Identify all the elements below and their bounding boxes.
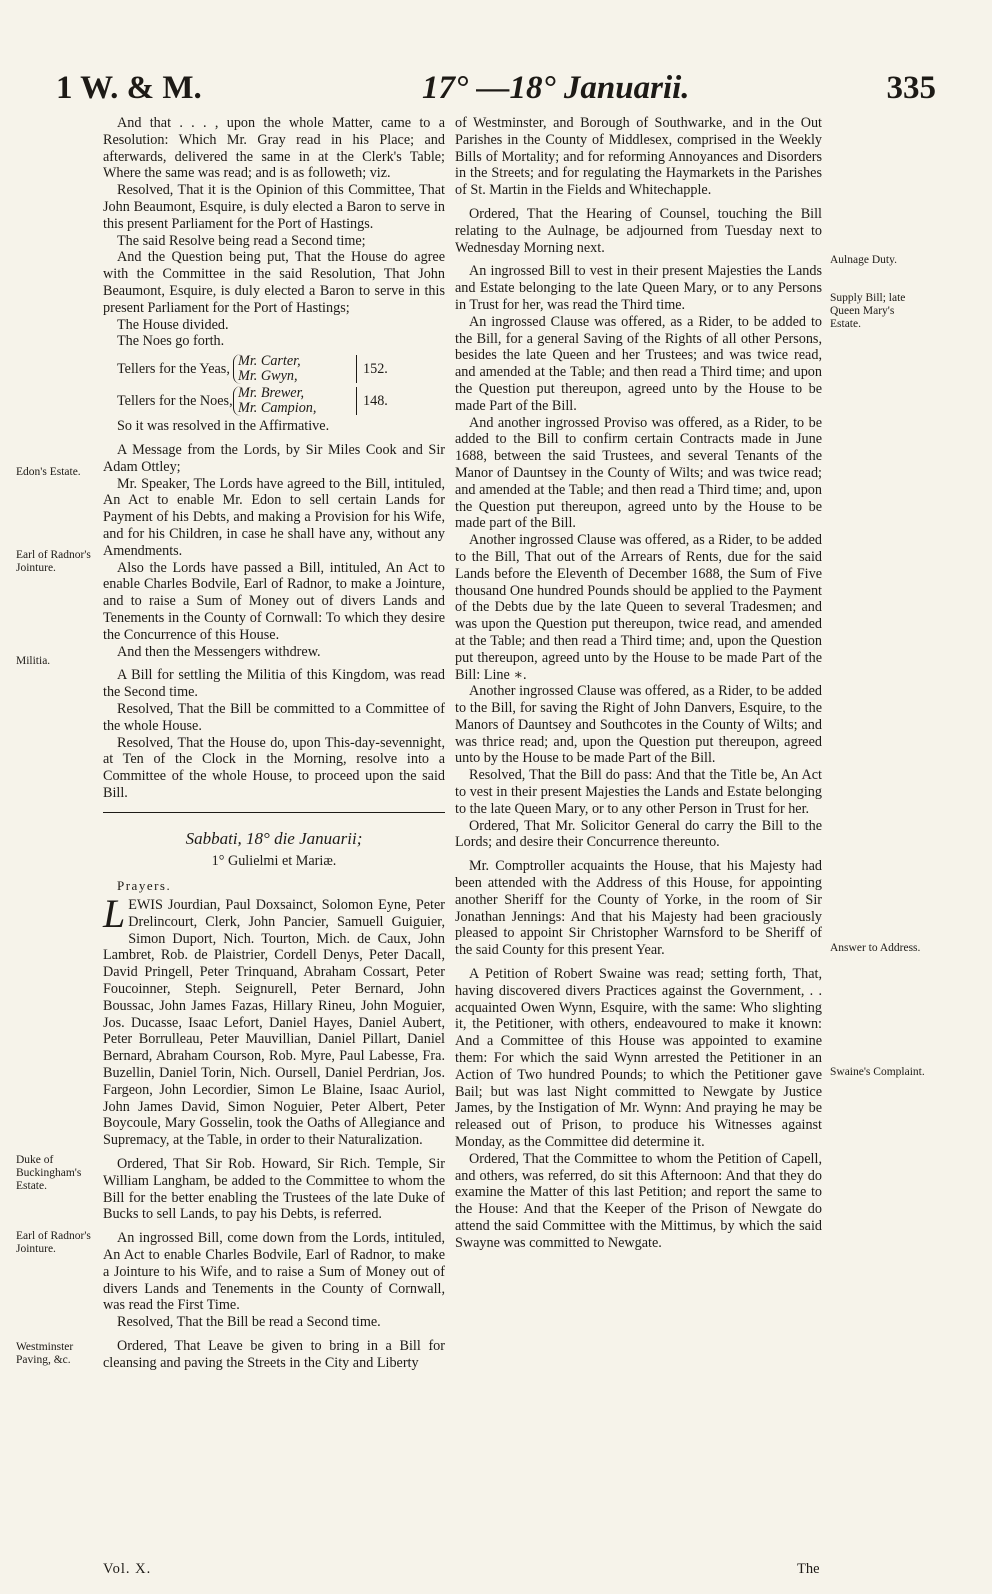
paragraph: An ingrossed Bill to vest in their present Majesties the Lands and Estate belonging to the late Queen Mary, or to any Persons in Trust for her, was read the Third time.	[455, 263, 822, 313]
paragraph: Another ingrossed Clause was offered, as a Rider, to be added to the Bill, That out of the Arrears of Rents, due for the said Lands before the Eleventh of December 1688, the Sum of Five thousand One hundred Pounds should be applied to the Payment of the Debts due by the late Queen to several Tradesmen; and was upon the Question put thereupon, twice read, and amended at the Table; and then read a Third time; and, upon the Question put thereupon, agreed unto by the House to be made Part of the Bill: Line ∗.	[455, 532, 822, 683]
day-heading: Sabbati, 18° die Januarii;	[185, 828, 363, 848]
paragraph: Ordered, That Mr. Solicitor General do carry the Bill to the Lords; and desire their Concurrence thereunto.	[455, 817, 822, 851]
tellers-noes-label: Tellers for the Noes,	[117, 392, 233, 409]
paragraph: Ordered, That Leave be given to bring in a Bill for cleansing and paving the Streets in the City and Liberty	[103, 1338, 445, 1371]
paragraph: Ordered, That Sir Rob. Howard, Sir Rich. Temple, Sir William Langham, be added to the Committee to whom the Bill for the better enabling the Trustees of the late Duke of Bucks to sell Lands, to pay his Debts, is referred.	[103, 1156, 445, 1223]
paragraph: Also the Lords have passed a Bill, intituled, An Act to enable Charles Bodvile, Earl of Radnor, to make a Jointure, and to raise a Sum of Money out of divers Lands and Tenements in the County of Cornwall: To which they desire the Concurrence of this House.	[103, 559, 445, 643]
tellers-yeas-label: Tellers for the Yeas,	[117, 360, 230, 377]
catchword: The	[797, 1561, 820, 1577]
paragraph: And then the Messengers withdrew.	[117, 643, 321, 660]
margin-note-earl-radnor-jointure: Earl of Radnor's Jointure.	[16, 549, 91, 574]
header-date: 17° —18° Januarii.	[422, 70, 690, 106]
volume-signature: Vol. X.	[103, 1561, 152, 1577]
paragraph: Another ingrossed Clause was offered, as a Rider, to be added to the Bill, for saving the Right of John Danvers, Esquire, to the Manors of Dauntsey and Southcotes in the County of Wilts; and was thrice read; and, upon the Question put thereupon, agreed unto by the House to be made Part of the Bill.	[455, 683, 822, 767]
paragraph: So it was resolved in the Affirmative.	[117, 418, 330, 435]
teller-name: Mr. Brewer,	[238, 385, 305, 402]
tellers-yeas-count: 152.	[356, 355, 388, 383]
margin-note-swaines-complaint: Swaine's Complaint.	[830, 1066, 925, 1078]
paragraph: And another ingrossed Proviso was offered, as a Rider, to be added to the Bill to confirm certain Contracts made in June 1688, between the said Trustees, and several Tenants of the Manor of Dauntsey in the County of Wilts; and was twice read; and amended at the Table; and then read a Third time; and, upon the Question put thereupon, agreed unto by the House to be made part of the Bill.	[455, 414, 822, 532]
margin-note-edons-estate: Edon's Estate.	[16, 466, 81, 478]
paragraph: Ordered, That the Committee to whom the Petition of Capell, and others, was referred, do sit this Afternoon: And that they do examine the Matter of this last Petition; and report the same to the House: And that the Keeper of the Prison of Newgate do attend the said Committee with the Mittimus, by which the said Swayne was committed to Newgate.	[455, 1150, 822, 1251]
tellers-yeas-names	[233, 354, 356, 384]
margin-note-earl-radnor-jointure: Earl of Radnor's Jointure.	[16, 1230, 91, 1255]
page-header	[56, 70, 936, 110]
right-column	[455, 115, 822, 1252]
paragraph: Resolved, That the Bill be read a Second time.	[117, 1314, 381, 1331]
paragraph: The House divided.	[117, 316, 229, 333]
paragraph: A Bill for settling the Militia of this Kingdom, was read the Second time.	[103, 667, 445, 701]
paragraph: Resolved, That it is the Opinion of this Committee, That John Beaumont, Esquire, is duly elected a Baron to serve in this present Parliament for the Port of Hastings.	[103, 182, 445, 232]
teller-name: Mr. Carter,	[238, 353, 301, 370]
tellers-noes-row	[103, 385, 445, 417]
prayers-heading: Prayers.	[117, 878, 172, 894]
paragraph: Resolved, That the House do, upon This-day-sevennight, at Ten of the Clock in the Morning, resolve into a Committee of the whole House, to proceed upon the said Bill.	[103, 734, 445, 801]
paragraph: Resolved, That the Bill be committed to a Committee of the whole House.	[103, 700, 445, 734]
paragraph: An ingrossed Bill, come down from the Lords, intituled, An Act to enable Charles Bodvile, Earl of Radnor, to make a Jointure to his Wife, and to raise a Sum of Money out of divers Lands and Tenements in the County of Cornwall, was read the First Time.	[103, 1230, 445, 1314]
tellers-yeas-row	[103, 353, 445, 385]
paragraph: Resolved, That the Bill do pass: And that the Title be, An Act to vest in their present Majesties the Lands and Estate belonging to the late Queen Mary, or to any other Person in Trust for her.	[455, 767, 822, 817]
page-number: 335	[886, 70, 936, 106]
naturalization-paragraph	[103, 891, 445, 1149]
margin-note-supply-bill: Supply Bill; late Queen Mary's Estate.	[830, 292, 906, 330]
drop-cap: L	[103, 891, 126, 937]
reign-line: 1° Gulielmi et Mariæ.	[211, 853, 337, 870]
paragraph: A Message from the Lords, by Sir Miles Cook and Sir Adam Ottley;	[103, 441, 445, 475]
paragraph: The said Resolve being read a Second time;	[117, 232, 366, 249]
paragraph: And that . . . , upon the whole Matter, came to a Resolution: Which Mr. Gray read in his Place; and afterwards, delivered the same in at the Clerk's Table; Where the same was read; and is as followeth; viz.	[103, 115, 445, 182]
paragraph: Mr. Speaker, The Lords have agreed to the Bill, intituled, An Act to enable Mr. Edon to sell certain Lands for Payment of his Debts, and making a Provision for his Wife, and for his Children, in case he shall have any, without any Amendments.	[103, 475, 445, 559]
section-divider	[103, 812, 445, 813]
paragraph: Ordered, That the Hearing of Counsel, touching the Bill relating to the Aulnage, be adjourned from Tuesday next to Wednesday Morning next.	[455, 205, 822, 256]
paragraph: And the Question being put, That the House do agree with the Committee in the said Resolution, That John Beaumont, Esquire, is duly elected a Baron to serve in this present Parliament for the Port of Hastings;	[103, 249, 445, 316]
paragraph: Mr. Comptroller acquaints the House, that his Majesty had been attended with the Address of this House, for appointing another Sheriff for the County of Yorke, in the room of Sir Jonathan Jennings: And that his Majesty had been graciously pleased to appoint Sir Christopher Warnsford to be Sheriff of the said County for this present Year.	[455, 858, 822, 959]
margin-note-militia: Militia.	[16, 655, 51, 667]
paragraph: An ingrossed Clause was offered, as a Rider, to be added to the Bill, for a general Saving of the Rights of all other Persons, besides the late Queen and her Trustees; and was twice read, and amended at the Table; and then read a Third time; and upon the Question put thereupon, agreed unto by the House to be made Part of the Bill.	[455, 313, 822, 414]
tellers-noes-names	[233, 386, 356, 416]
margin-note-duke-buckingham-estate: Duke of Buckingham's Estate.	[16, 1154, 82, 1192]
tellers-noes-count: 148.	[356, 387, 388, 415]
margin-note-answer-to-address: Answer to Address.	[830, 942, 921, 954]
paragraph: of Westminster, and Borough of Southwarke, and in the Out Parishes in the County of Middlesex, comprised in the Weekly Bills of Mortality; and for reforming Annoyances and Disorders in the Streets; and for regulating the Haymarkets in the Parishes of St. Martin in the Fields and Whitechapple.	[455, 115, 822, 199]
left-column	[103, 115, 445, 1372]
teller-name: Mr. Campion,	[238, 400, 317, 417]
tellers-table	[103, 353, 445, 417]
header-regnal-year: 1 W. & M.	[56, 70, 202, 106]
paragraph: The Noes go forth.	[117, 333, 225, 350]
margin-note-westminster-paving: Westminster Paving, &c.	[16, 1341, 74, 1366]
paragraph: A Petition of Robert Swaine was read; setting forth, That, having discovered divers Practices against the Government, . . acquainted Owen Wynn, Esquire, with the same: Who slighting it, the Petitioner, with others, endeavoured to make it known: And a Committee of this House was appointed to examine them: For which the said Wynn arrested the Petitioner in an Action of Two hundred Pounds; to which the Petitioner gave Bail; but was last Night committed to Newgate by Justice James, by the Instigation of Mr. Wynn: And praying he may be released out of Prison, to produce his Witnesses against Monday, as the Committee did determine it.	[455, 966, 822, 1151]
teller-name: Mr. Gwyn,	[238, 368, 298, 385]
naturalization-names: EWIS Jourdian, Paul Doxsainct, Solomon Eyne, Peter Drelincourt, Clerk, John Pancier, Samuell Guiguier, Simon Duport, Nich. Tourton, Mich. de Caux, John Lambret, Rob. de Plaistrier, Cordell Denys, Peter Dacall, David Pringell, Peter Trinquand, Abraham Cossart, Peter Foucoinner, Steph. Seignurell, Peter Bernard, John Boussac, John James Fazas, Hillary Rineu, John Moguier, Jos. Ducasse, Isaac Lefort, Daniel Hayes, Daniel Aubert, Peter Borrulleau, Peter Mauvillian, Daniel Pillart, Daniel Bernard, Abraham Courson, Rob. Myre, Paul Labesse, Fra. Buzellin, Daniel Torin, Nich. Oursell, Daniel Perdrian, Jos. Fargeon, John Lecordier, Simon Le Blaine, Isaac Auriol, John James David, Simon Noguier, Peter Albert, Peter Boycoule, Mary Gosselin, took the Oaths of Allegiance and Supremacy, at the Table, in order to their Naturalization.	[103, 897, 445, 1149]
margin-note-aulnage-duty: Aulnage Duty.	[830, 254, 897, 266]
